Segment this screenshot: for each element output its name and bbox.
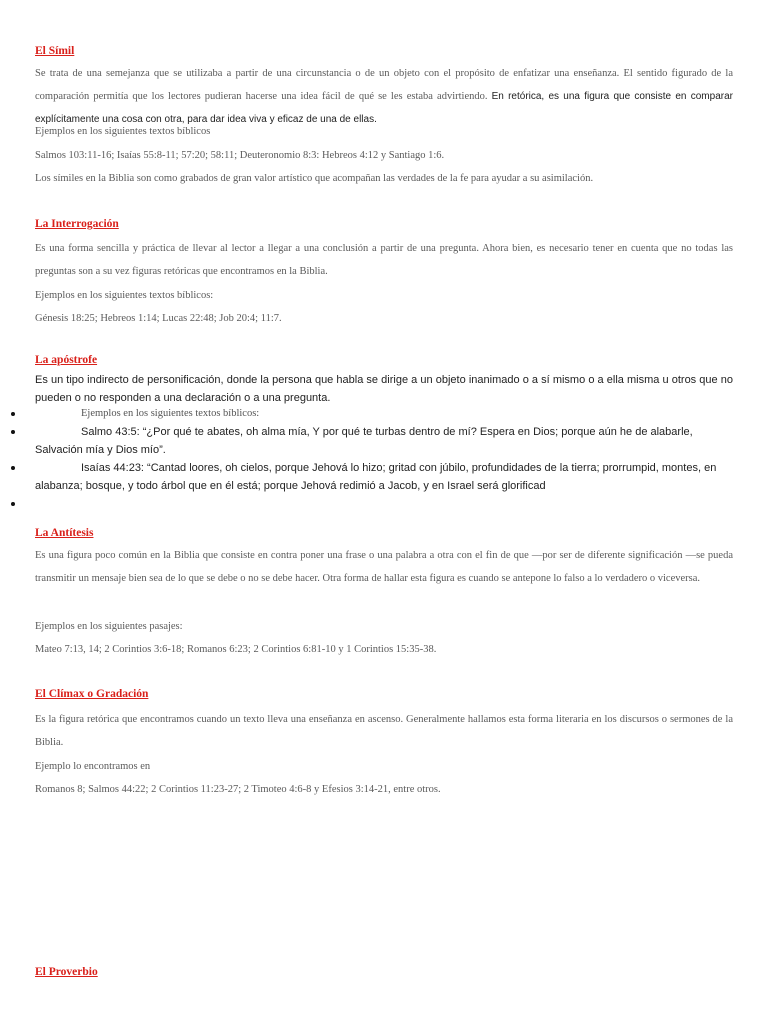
apostrofe-paragraph: Es un tipo indirecto de personificación, donde la persona que habla se dirige a un objeto inanimado o a sí mismo o a ella misma u otros que no pueden o no responden a una declaración o a una pregunta. [35, 374, 733, 404]
simil-paragraph-emph: En retórica, es una figura que consiste en comparar explícitamente una cosa con otra, para dar idea viva y eficaz de una de ellas. [35, 91, 733, 125]
heading-proverbio: El Proverbio [35, 966, 98, 978]
list-item [0, 495, 733, 517]
antitesis-references: Mateo 7:13, 14; 2 Corintios 3:6-18; Romanos 6:23; 2 Corintios 6:81-10 y 1 Corintios 15:35-38. [35, 644, 437, 655]
antitesis-examples-label: Ejemplos en los siguientes pasajes: [35, 621, 183, 632]
apostrofe-bullet-list [0, 405, 768, 517]
bullet-text: Isaías 44:23: “Cantad loores, oh cielos, porque Jehová lo hizo; gritad con júbilo, profundidades de la tierra; prorrumpid, montes, en alabanza; bosque, y todo árbol que en él está; porque Jehová redimió a Jacob, y en Israel será glorificad [35, 462, 717, 492]
interrogacion-paragraph: Es una forma sencilla y práctica de llevar al lector a llegar a una conclusión a partir de una pregunta. Ahora bien, es necesario tener en cuenta que no todas las preguntas son a su vez figuras retóricas que encontramos en la Biblia. [35, 243, 733, 277]
bullet-dot-icon [11, 502, 15, 506]
bullet-dot-icon [11, 466, 15, 470]
antitesis-paragraph: Es una figura poco común en la Biblia que consiste en contra poner una frase o una palabra a otra con el fin de que —por ser de diferente significación —se pueda transmitir un mensaje bien sea de lo que se debe o no se debe hacer. Otra forma de hallar esta figura es cuando se antepone lo falso a lo verdadero o viceversa. [35, 550, 733, 584]
heading-simil: El Símil [35, 45, 75, 57]
simil-examples-label: Ejemplos en los siguientes textos bíblicos [35, 126, 211, 137]
climax-examples-label: Ejemplo lo encontramos en [35, 761, 151, 772]
list-item [0, 459, 733, 495]
list-item [0, 405, 733, 423]
simil-closing: Los símiles en la Biblia son como grabados de gran valor artístico que acompañan las verdades de la fe para ayudar a su asimilación. [35, 173, 594, 184]
climax-paragraph: Es la figura retórica que encontramos cuando un texto lleva una enseñanza en ascenso. Generalmente hallamos esta forma literaria en los discursos o sermones de la Biblia. [35, 714, 733, 748]
climax-references: Romanos 8; Salmos 44:22; 2 Corintios 11:23-27; 2 Timoteo 4:6-8 y Efesios 3:14-21, entre otros. [35, 784, 441, 795]
bullet-text: Salmo 43:5: “¿Por qué te abates, oh alma mía, Y por qué te turbas dentro de mí? Espera en Dios; porque aún he de alabarle, Salvación mía y Dios mío”. [35, 426, 693, 456]
simil-references: Salmos 103:11-16; Isaías 55:8-11; 57:20; 58:11; Deuteronomio 8:3: Hebreos 4:12 y Santiago 1:6. [35, 150, 445, 161]
list-item [0, 423, 733, 459]
heading-apostrofe: La apóstrofe [35, 354, 98, 366]
heading-antitesis: La Antítesis [35, 527, 94, 539]
heading-climax: El Clímax o Gradación [35, 688, 149, 700]
simil-paragraph-normal: Se trata de una semejanza que se utilizaba a partir de una circunstancia o de un objeto con el propósito de enfatizar una enseñanza. El sentido figurado de la comparación permitía que los lectores pudieran hacerse una idea fácil de qué se les estaba advirtiendo. [35, 68, 733, 102]
bullet-dot-icon [11, 412, 15, 416]
bullet-text: Ejemplos en los siguientes textos bíblicos: [81, 408, 260, 419]
interrogacion-examples-label: Ejemplos en los siguientes textos bíblicos: [35, 290, 214, 301]
heading-interrogacion: La Interrogación [35, 218, 119, 230]
interrogacion-references: Génesis 18:25; Hebreos 1:14; Lucas 22:48; Job 20:4; 11:7. [35, 313, 282, 324]
bullet-dot-icon [11, 430, 15, 434]
